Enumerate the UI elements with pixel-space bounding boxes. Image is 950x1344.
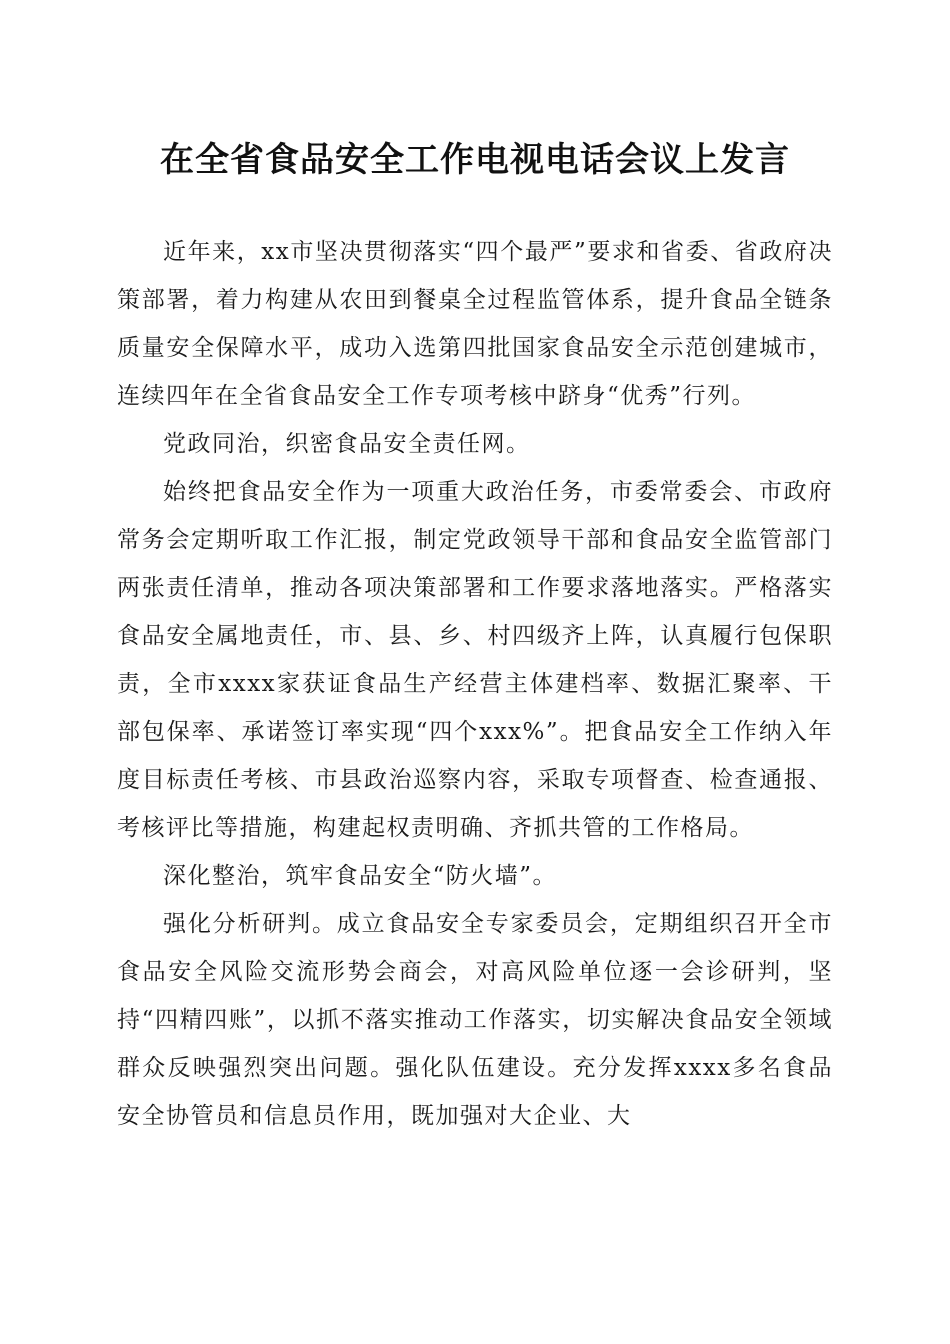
paragraph-heading-party-governance: 党政同治，织密食品安全责任网。 xyxy=(163,431,531,457)
document-body xyxy=(117,228,833,1140)
paragraph-heading-rectification: 深化整治，筑牢食品安全“防火墙”。 xyxy=(163,863,558,889)
paragraph-responsibility: 始终把食品安全作为一项重大政治任务，市委常委会、市政府常务会定期听取工作汇报，制定党政领导干部和食品安全监管部门两张责任清单，推动各项决策部署和工作要求落地落实。严格落实食品安全属地责任，市、县、乡、村四级齐上阵，认真履行包保职责，全市xxxx家获证食品生产经营主体建档率、数据汇聚率、干部包保率、承诺签订率实现“四个xxx%”。把食品安全工作纳入年度目标责任考核、市县政治巡察内容，采取专项督查、检查通报、考核评比等措施，构建起权责明确、齐抓共管的工作格局。 xyxy=(117,479,833,841)
document-title: 在全省食品安全工作电视电话会议上发言 xyxy=(160,140,790,180)
paragraph-analysis: 强化分析研判。成立食品安全专家委员会，定期组织召开全市食品安全风险交流形势会商会，对高风险单位逐一会诊研判，坚持“四精四账”，以抓不落实推动工作落实，切实解决食品安全领域群众反映强烈突出问题。强化队伍建设。充分发挥xxxx多名食品安全协管员和信息员作用，既加强对大企业、大 xyxy=(117,911,833,1129)
paragraph-intro: 近年来，xx市坚决贯彻落实“四个最严”要求和省委、省政府决策部署，着力构建从农田到餐桌全过程监管体系，提升食品全链条质量安全保障水平，成功入选第四批国家食品安全示范创建城市，连续四年在全省食品安全工作专项考核中跻身“优秀”行列。 xyxy=(117,239,833,409)
